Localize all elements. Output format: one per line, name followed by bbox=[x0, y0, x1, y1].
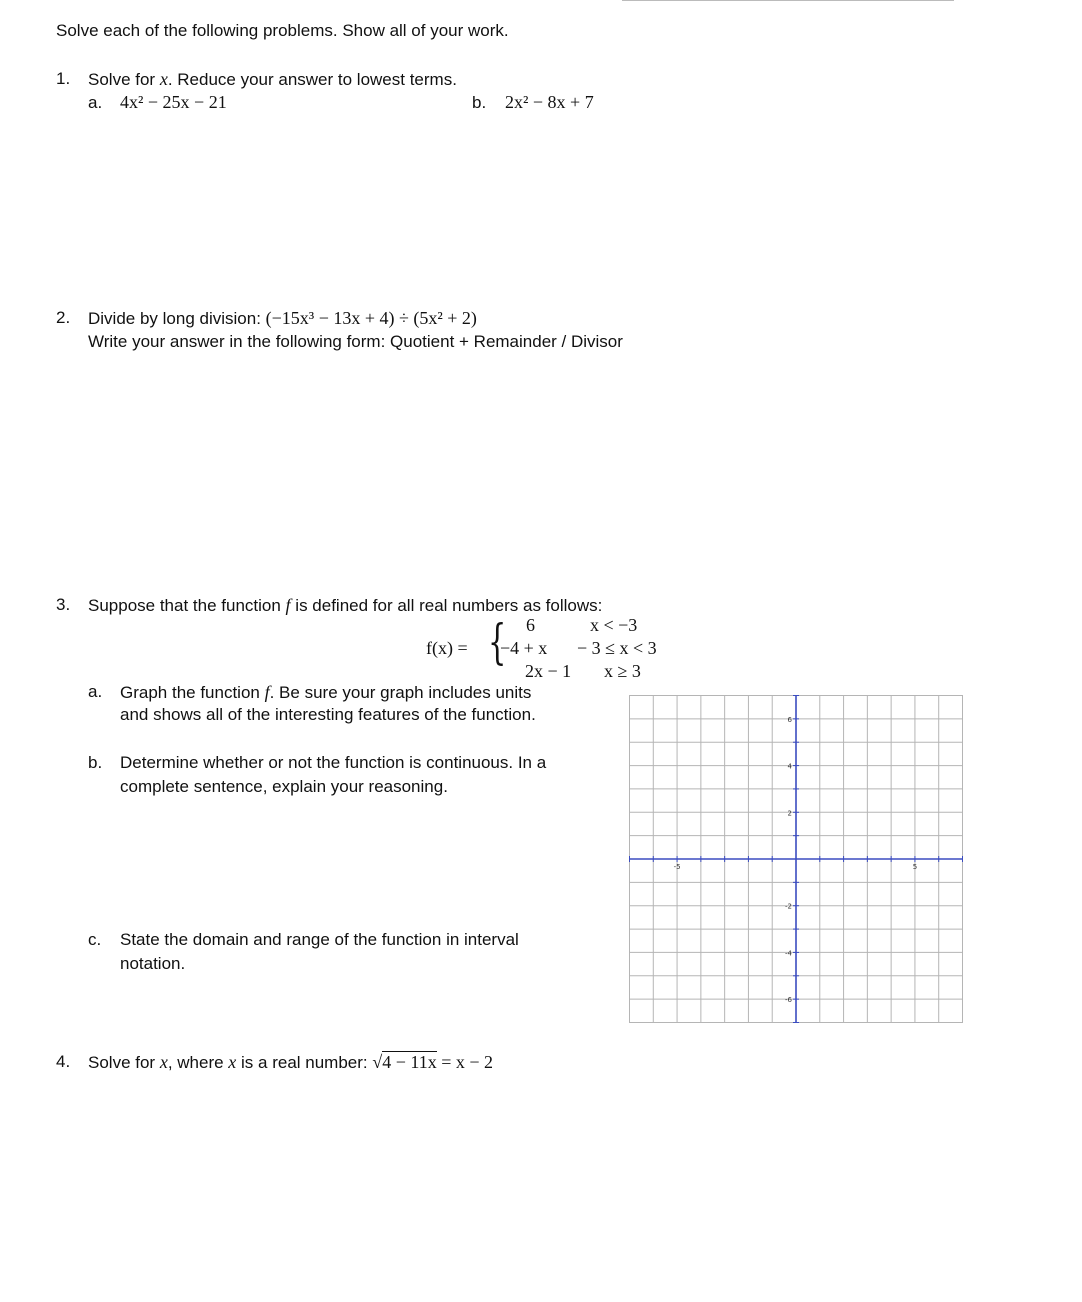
y-tick-label: -2 bbox=[785, 902, 792, 911]
part-label: c. bbox=[88, 930, 102, 949]
left-brace: { bbox=[488, 614, 507, 670]
part-b-text: Determine whether or not the function is continuous. In a bbox=[120, 753, 547, 772]
piece-expr: −4 + x bbox=[500, 638, 548, 658]
coordinate-grid[interactable] bbox=[629, 695, 963, 1023]
expression-b: 2x² − 8x + 7 bbox=[505, 92, 594, 112]
problem-prompt: Solve for x, where x is a real number: √4 − 11x = x − 2 bbox=[88, 1052, 494, 1072]
part-label: a. bbox=[88, 682, 103, 701]
part-label: b. bbox=[472, 93, 487, 112]
problem-prompt: Divide by long division: (−15x³ − 13x + 4) ÷ (5x² + 2) bbox=[88, 308, 477, 328]
fx-label: f(x) = bbox=[426, 638, 468, 658]
answer-format-instruction: Write your answer in the following form: Quotient + Remainder / Divisor bbox=[88, 332, 623, 351]
problem-prompt: Suppose that the function f is defined for all real numbers as follows: bbox=[88, 595, 603, 615]
problem-number: 2. bbox=[56, 308, 71, 327]
part-b-text: complete sentence, explain your reasoning. bbox=[120, 777, 448, 796]
y-tick-label: -4 bbox=[785, 949, 792, 958]
part-a-text: and shows all of the interesting features of the function. bbox=[120, 705, 536, 724]
piece-cond: x ≥ 3 bbox=[604, 661, 641, 681]
part-c-text: notation. bbox=[120, 954, 186, 973]
equation-rhs: = x − 2 bbox=[436, 1052, 494, 1072]
radical-sign: √ bbox=[372, 1052, 383, 1072]
part-c-text: State the domain and range of the function in interval bbox=[120, 930, 519, 949]
instructions: Solve each of the following problems. Show all of your work. bbox=[56, 21, 509, 40]
piece-expr: 2x − 1 bbox=[525, 661, 572, 681]
y-tick-label: -6 bbox=[785, 996, 792, 1005]
x-tick-label: 5 bbox=[912, 863, 918, 871]
problem-prompt: Solve for x. Reduce your answer to lowest terms. bbox=[88, 69, 457, 89]
name-blank-line bbox=[622, 0, 954, 1]
piece-expr: 6 bbox=[526, 615, 535, 635]
x-tick-label: -5 bbox=[673, 863, 681, 871]
y-tick-label: 4 bbox=[787, 762, 792, 771]
division-expression: (−15x³ − 13x + 4) ÷ (5x² + 2) bbox=[265, 308, 477, 328]
y-tick-label: 6 bbox=[787, 715, 792, 724]
part-label: b. bbox=[88, 753, 103, 772]
variable: x bbox=[159, 69, 168, 89]
piece-cond: x < −3 bbox=[590, 615, 638, 635]
expression-a: 4x² − 25x − 21 bbox=[120, 92, 227, 112]
piece-cond: − 3 ≤ x < 3 bbox=[577, 638, 657, 658]
y-tick-label: 2 bbox=[787, 809, 792, 818]
problem-number: 4. bbox=[56, 1052, 71, 1071]
part-label: a. bbox=[88, 93, 103, 112]
problem-number: 1. bbox=[56, 69, 71, 88]
part-a-text: Graph the function f. Be sure your graph includes units bbox=[120, 682, 532, 702]
radicand: 4 − 11x bbox=[382, 1052, 437, 1072]
problem-number: 3. bbox=[56, 595, 71, 614]
